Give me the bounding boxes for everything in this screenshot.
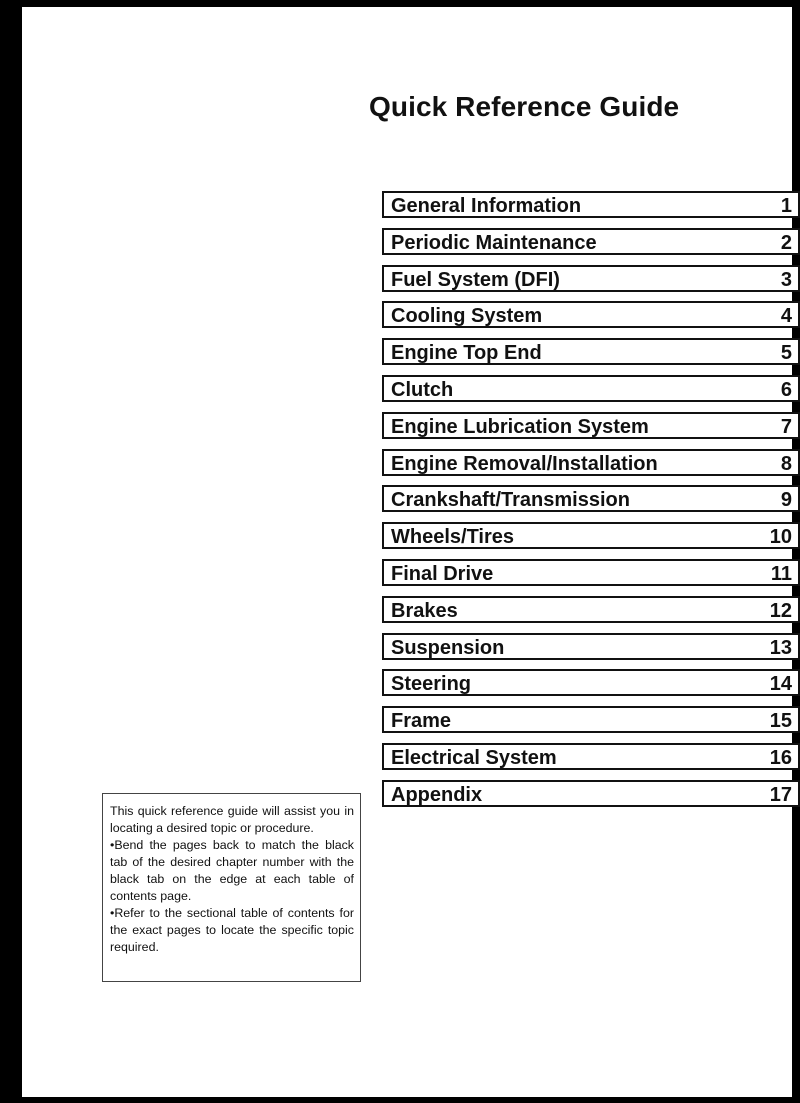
chapter-row-14[interactable] (382, 669, 800, 696)
chapter-label: Electrical System (391, 746, 557, 769)
chapter-row-11[interactable] (382, 559, 800, 586)
chapter-row-5[interactable] (382, 338, 800, 365)
chapter-label: Final Drive (391, 562, 494, 585)
chapter-row-7[interactable] (382, 412, 800, 439)
chapter-number: 13 (769, 636, 792, 659)
chapter-row-6[interactable] (382, 375, 800, 402)
chapter-label: Suspension (391, 636, 505, 659)
chapter-row-1[interactable] (382, 191, 800, 218)
chapter-number: 8 (780, 452, 792, 475)
chapter-list (382, 191, 800, 817)
chapter-label: Frame (391, 710, 452, 733)
chapter-row-3[interactable] (382, 265, 800, 292)
chapter-number: 17 (769, 783, 792, 806)
chapter-number: 11 (770, 562, 792, 585)
chapter-row-16[interactable] (382, 743, 800, 770)
chapter-number: 4 (780, 305, 792, 328)
chapter-label: General Information (391, 195, 582, 217)
chapter-row-2[interactable] (382, 228, 800, 255)
chapter-row-8[interactable] (382, 449, 800, 476)
chapter-label: Engine Removal/Installation (391, 452, 658, 475)
chapter-number: 9 (780, 489, 792, 512)
chapter-row-4[interactable] (382, 301, 800, 328)
chapter-number: 16 (769, 746, 792, 769)
note-bullet: •Bend the pages back to match the black tab of the desired chapter number with the black tab on the edge at each table of contents page. (110, 838, 354, 903)
chapter-number: 1 (780, 195, 792, 217)
chapter-number: 10 (769, 526, 792, 549)
document-page (22, 7, 792, 1097)
chapter-number: 3 (780, 268, 792, 291)
note-bullet: •Refer to the sectional table of contents for the exact pages to locate the specific topic required. (110, 906, 354, 954)
chapter-label: Wheels/Tires (391, 526, 515, 549)
chapter-row-9[interactable] (382, 485, 800, 512)
chapter-number: 2 (780, 231, 792, 254)
chapter-label: Appendix (391, 783, 483, 806)
chapter-row-12[interactable] (382, 596, 800, 623)
note-intro: This quick reference guide will assist you in locating a desired topic or procedure. (110, 804, 354, 835)
chapter-label: Engine Lubrication System (391, 415, 649, 438)
chapter-row-13[interactable] (382, 633, 800, 660)
chapter-label: Brakes (391, 599, 458, 622)
chapter-number: 12 (769, 599, 792, 622)
page-title: Quick Reference Guide (369, 91, 680, 122)
chapter-number: 15 (769, 710, 792, 733)
chapter-label: Periodic Maintenance (391, 231, 597, 254)
chapter-label: Engine Top End (391, 342, 542, 365)
chapter-label: Crankshaft/Transmission (391, 489, 630, 512)
chapter-number: 7 (780, 415, 792, 438)
chapter-row-15[interactable] (382, 706, 800, 733)
chapter-label: Clutch (391, 378, 454, 401)
chapter-label: Fuel System (DFI) (391, 268, 560, 291)
chapter-row-17[interactable] (382, 780, 800, 807)
usage-note (102, 793, 361, 982)
chapter-label: Cooling System (391, 305, 543, 328)
chapter-number: 5 (780, 342, 792, 365)
chapter-label: Steering (391, 673, 472, 696)
chapter-row-10[interactable] (382, 522, 800, 549)
chapter-number: 6 (780, 378, 792, 401)
chapter-number: 14 (769, 673, 792, 696)
